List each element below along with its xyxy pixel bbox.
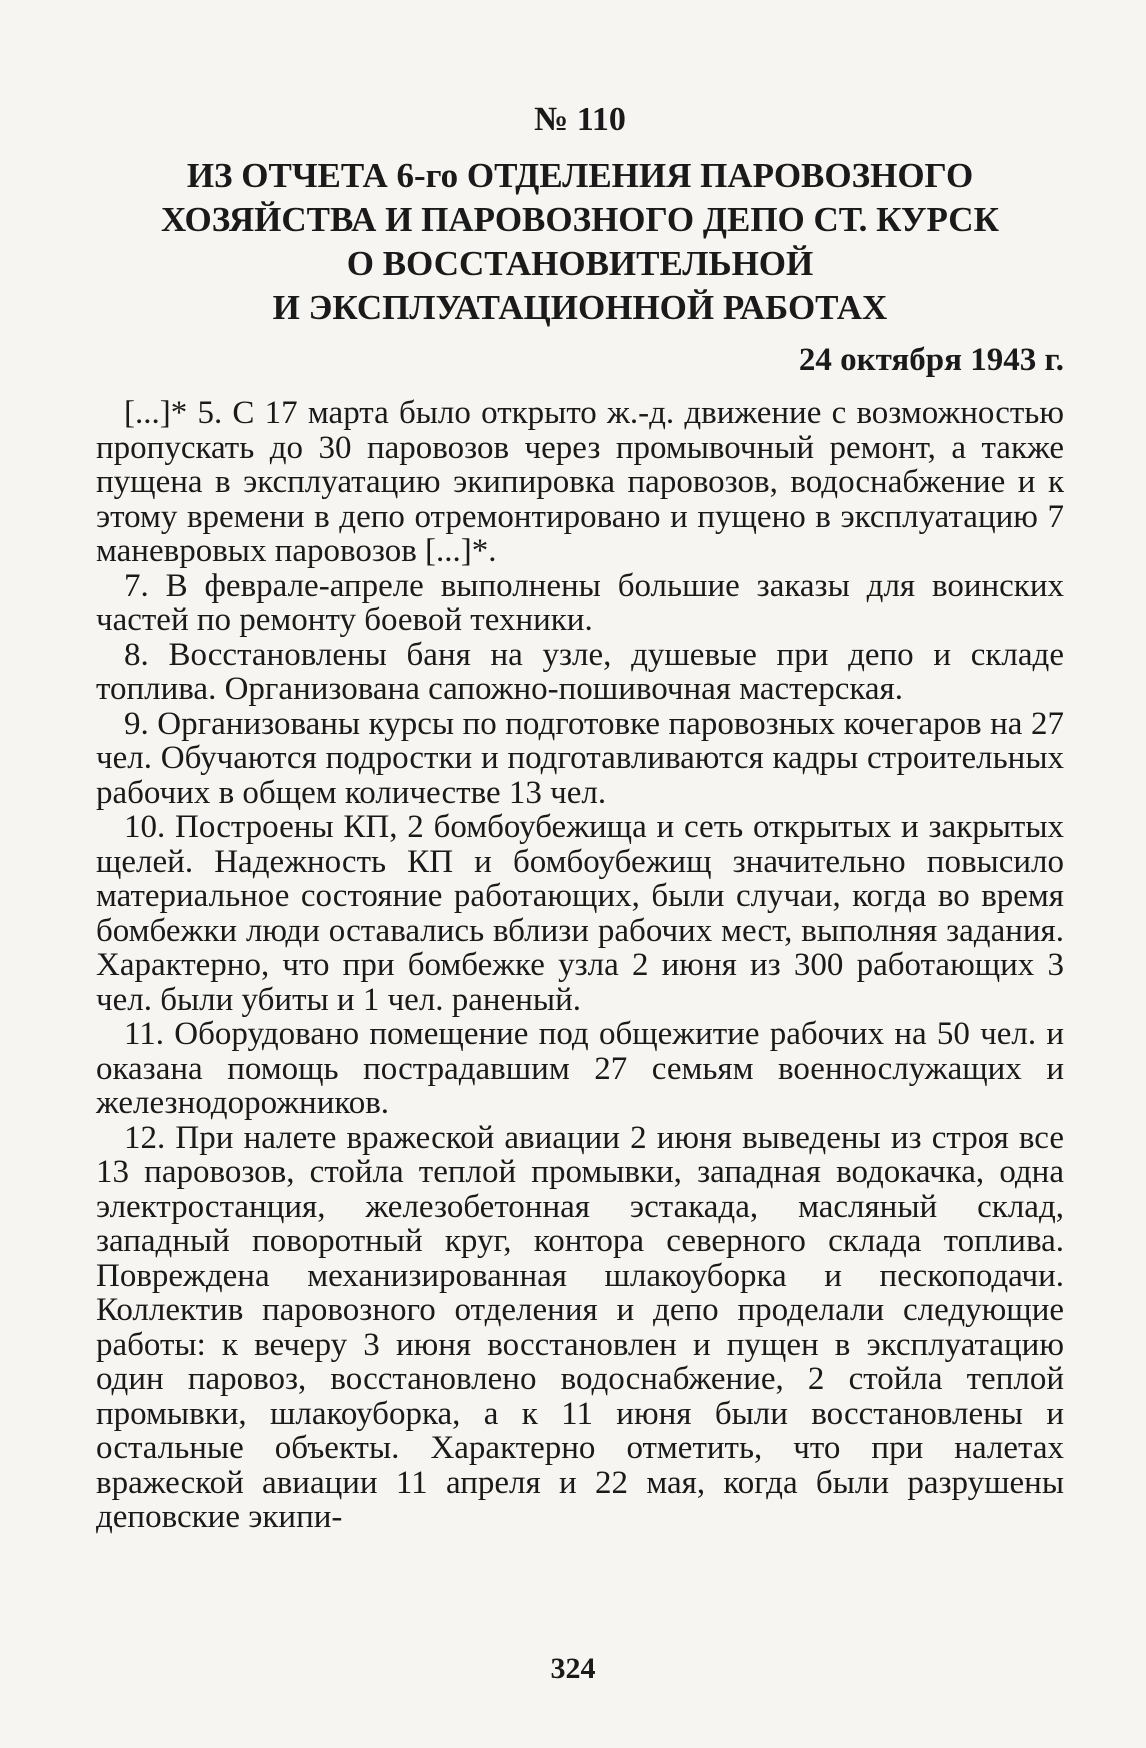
paragraph-item-11: 11. Оборудовано помещение под общежитие рабочих на 50 чел. и оказана помощь пострадавшим 27 семьям военнослужащих и железнодорожников. [96, 1016, 1064, 1121]
document-title [96, 154, 1064, 330]
paragraph-item-8: 8. Восстановлены баня на узле, душевые при депо и складе топлива. Организована сапожно-пошивочная мастерская. [96, 636, 1064, 707]
paragraph-item-10: 10. Построены КП, 2 бомбоубежища и сеть открытых и закрытых щелей. Надежность КП и бомбоубежищ значительно повысило материальное состояние работающих, были случаи, когда во время бомбежки люди оставались вблизи рабочих мест, выполняя задания. Характерно, что при бомбежке узла 2 июня из 300 работающих 3 чел. были убиты и 1 чел. раненый. [96, 809, 1064, 1018]
document-body [96, 100, 1064, 1535]
title-line: И ЭКСПЛУАТАЦИОННОЙ РАБОТАХ [272, 288, 888, 327]
paragraph-item-12: 12. При налете вражеской авиации 2 июня выведены из строя все 13 паровозов, стойла теплой промывки, западная водокачка, одна электростанция, железобетонная эстакада, масляный склад, западный поворотный круг, контора северного склада топлива. Повреждена механизированная шлакоуборка и пескоподачи. Коллектив паровозного отделения и депо проделали следующие работы: к вечеру 3 июня восстановлен и пущен в эксплуатацию один паровоз, восстановлено водоснабжение, 2 стойла теплой промывки, шлакоуборка, а к 11 июня были восстановлены и остальные объекты. Характерно отметить, что при налетах вражеской авиации 11 апреля и 22 мая, когда были разрушены деповские экипи- [96, 1119, 1064, 1535]
document-date: 24 октября 1943 г. [798, 342, 1064, 378]
title-line: ХОЗЯЙСТВА И ПАРОВОЗНОГО ДЕПО СТ. КУРСК [161, 200, 999, 239]
page-number: 324 [550, 1652, 596, 1685]
title-line: ИЗ ОТЧЕТА 6-го ОТДЕЛЕНИЯ ПАРОВОЗНОГО [186, 156, 974, 195]
paragraph-item-9: 9. Организованы курсы по подготовке паровозных кочегаров на 27 чел. Обучаются подростки и подготавливаются кадры строительных рабочих в общем количестве 13 чел. [96, 705, 1064, 811]
paragraph-item-7: 7. В феврале-апреле выполнены большие заказы для воинских частей по ремонту боевой техники. [96, 567, 1064, 638]
title-line: О ВОССТАНОВИТЕЛЬНОЙ [346, 244, 814, 283]
paragraph-item-5: [...]* 5. С 17 марта было открыто ж.-д. движение с возможностью пропускать до 30 паровозов через промывочный ремонт, а также пущена в эксплуатацию экипировка паровозов, водоснабжение и к этому времени в депо отремонтировано и пущено в эксплуатацию 7 маневровых паровозов [...]*. [96, 395, 1064, 569]
document-number: № 110 [534, 101, 626, 138]
